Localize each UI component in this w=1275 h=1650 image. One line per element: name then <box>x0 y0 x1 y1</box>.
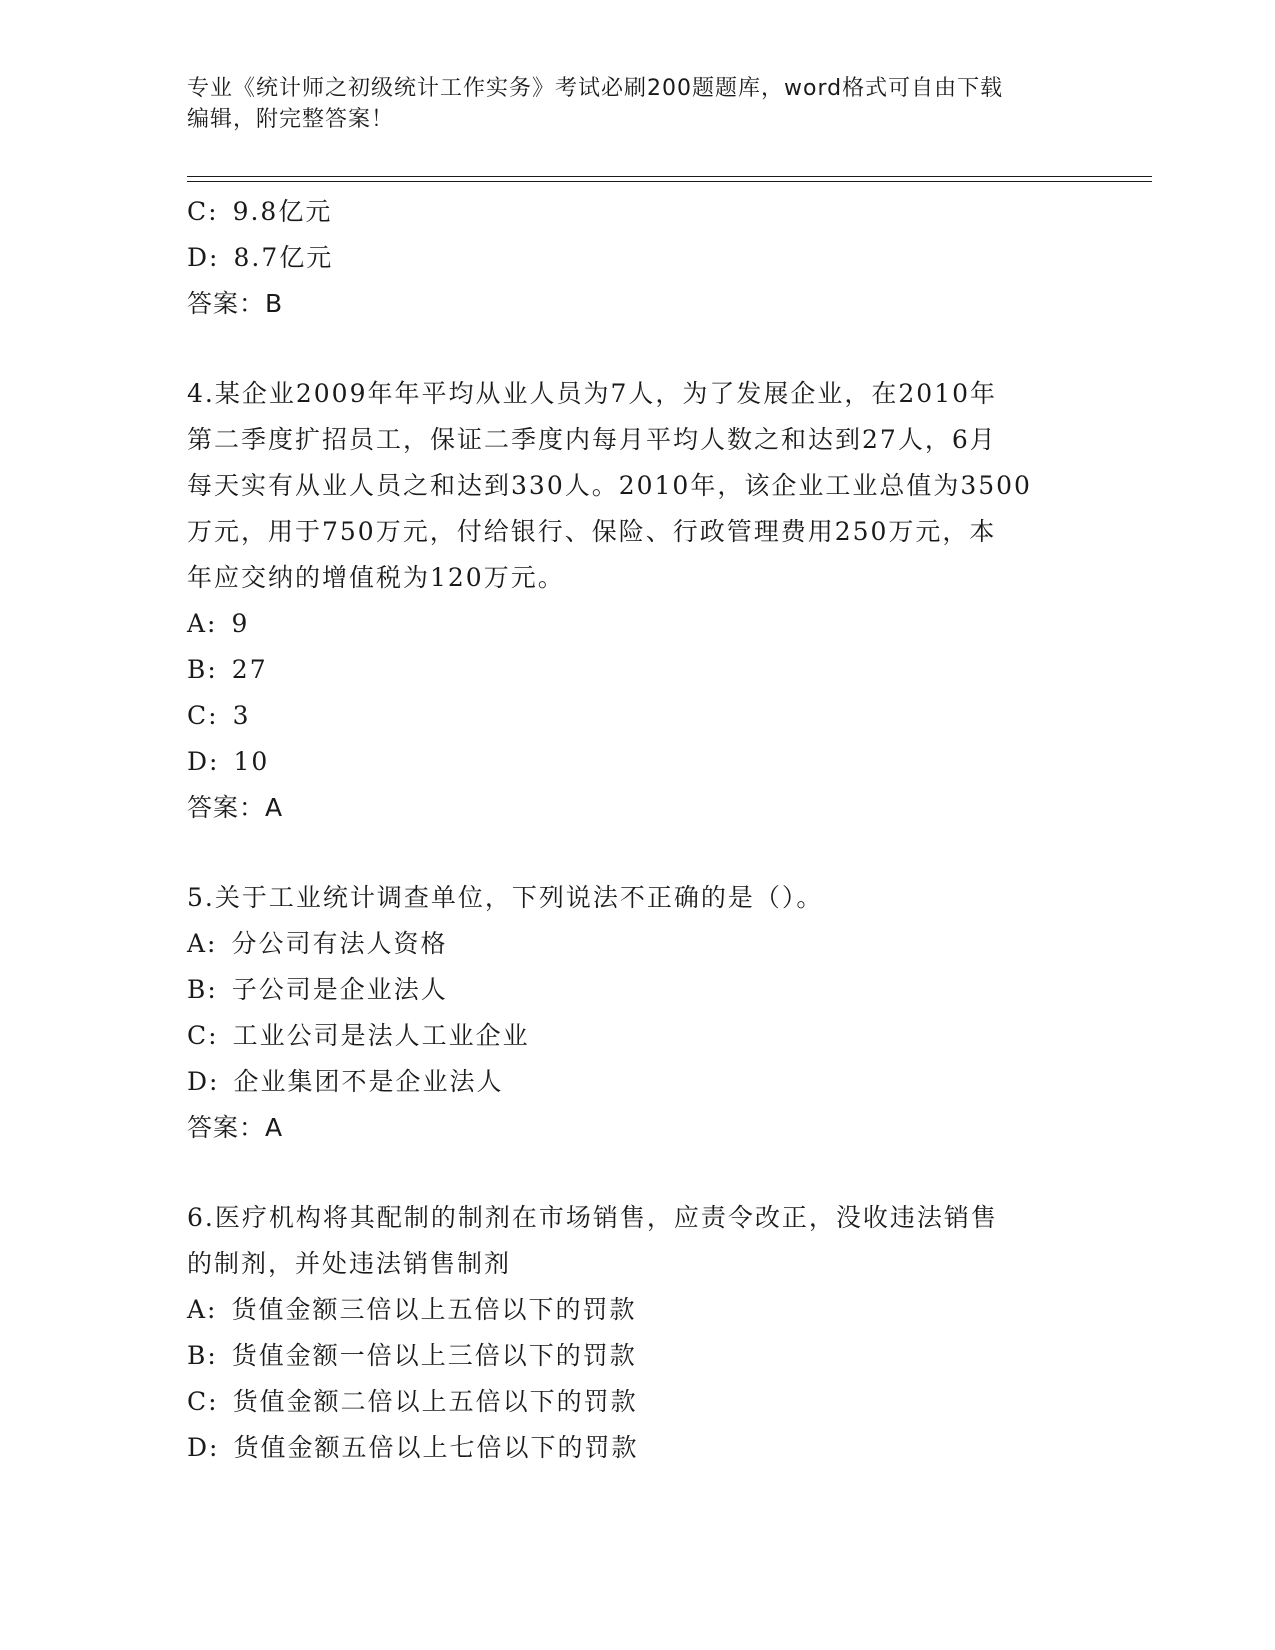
question-stem-line: 6.医疗机构将其配制的制剂在市场销售，应责令改正，没收违法销售 <box>187 1203 998 1232</box>
option-text: 3 <box>232 701 251 730</box>
option-c <box>187 1013 1087 1059</box>
spacer <box>187 831 1087 875</box>
option-letter: A: <box>187 1295 218 1324</box>
option-letter: B: <box>187 1341 218 1370</box>
option-text: 企业集团不是企业法人 <box>233 1067 504 1096</box>
spacer <box>187 327 1087 371</box>
option-letter: D: <box>187 1067 220 1096</box>
question-4 <box>187 371 1087 831</box>
document-header <box>187 73 1067 135</box>
question-3-tail <box>187 189 1087 327</box>
option-c <box>187 189 1087 235</box>
option-letter: B: <box>187 975 218 1004</box>
option-d <box>187 1059 1087 1105</box>
question-stem-line: 5.关于工业统计调查单位，下列说法不正确的是（）。 <box>187 883 824 912</box>
option-text: 子公司是企业法人 <box>231 975 448 1004</box>
question-stem-line: 年应交纳的增值税为120万元。 <box>187 563 565 592</box>
option-text: 工业公司是法人工业企业 <box>232 1021 530 1050</box>
option-b <box>187 647 1087 693</box>
option-c <box>187 1379 1087 1425</box>
question-stem-line: 的制剂，并处违法销售制剂 <box>187 1249 512 1278</box>
option-letter: A: <box>187 609 218 638</box>
option-letter: D: <box>187 1433 220 1462</box>
option-text: 分公司有法人资格 <box>231 929 448 958</box>
option-letter: C: <box>187 1387 219 1416</box>
answer-line: 答案：B <box>187 289 284 318</box>
option-a <box>187 1287 1087 1333</box>
option-letter: C: <box>187 1021 219 1050</box>
option-b <box>187 1333 1087 1379</box>
question-5 <box>187 875 1087 1151</box>
question-stem-line: 4.某企业2009年年平均从业人员为7人，为了发展企业，在2010年 <box>187 379 998 408</box>
question-content <box>187 189 1087 1471</box>
option-text: 货值金额五倍以上七倍以下的罚款 <box>233 1433 639 1462</box>
option-letter: C: <box>187 197 219 226</box>
option-text: 8.7亿元 <box>233 243 334 272</box>
option-text: 9.8亿元 <box>232 197 333 226</box>
option-b <box>187 967 1087 1013</box>
option-c <box>187 693 1087 739</box>
option-text: 9 <box>231 609 250 638</box>
option-a <box>187 601 1087 647</box>
option-letter: B: <box>187 655 218 684</box>
option-text: 货值金额三倍以上五倍以下的罚款 <box>231 1295 637 1324</box>
option-letter: A: <box>187 929 218 958</box>
header-divider-bottom <box>187 181 1152 182</box>
question-stem-line: 每天实有从业人员之和达到330人。2010年，该企业工业总值为3500 <box>187 471 1032 500</box>
option-text: 10 <box>233 747 270 776</box>
option-letter: D: <box>187 243 220 272</box>
option-text: 货值金额一倍以上三倍以下的罚款 <box>231 1341 637 1370</box>
answer-line: 答案：A <box>187 1113 284 1142</box>
spacer <box>187 1151 1087 1195</box>
option-text: 27 <box>231 655 268 684</box>
option-d <box>187 235 1087 281</box>
option-d <box>187 1425 1087 1471</box>
header-line-2: 编辑，附完整答案！ <box>187 107 395 132</box>
option-letter: C: <box>187 701 219 730</box>
option-d <box>187 739 1087 785</box>
header-line-1: 专业《统计师之初级统计工作实务》考试必刷200题题库，word格式可自由下载 <box>187 76 1004 101</box>
option-a <box>187 921 1087 967</box>
question-stem-line: 第二季度扩招员工，保证二季度内每月平均人数之和达到27人，6月 <box>187 425 997 454</box>
option-text: 货值金额二倍以上五倍以下的罚款 <box>232 1387 638 1416</box>
question-stem-line: 万元，用于750万元，付给银行、保险、行政管理费用250万元，本 <box>187 517 997 546</box>
header-divider-top <box>187 176 1152 177</box>
option-letter: D: <box>187 747 220 776</box>
answer-line: 答案：A <box>187 793 284 822</box>
question-6 <box>187 1195 1087 1471</box>
